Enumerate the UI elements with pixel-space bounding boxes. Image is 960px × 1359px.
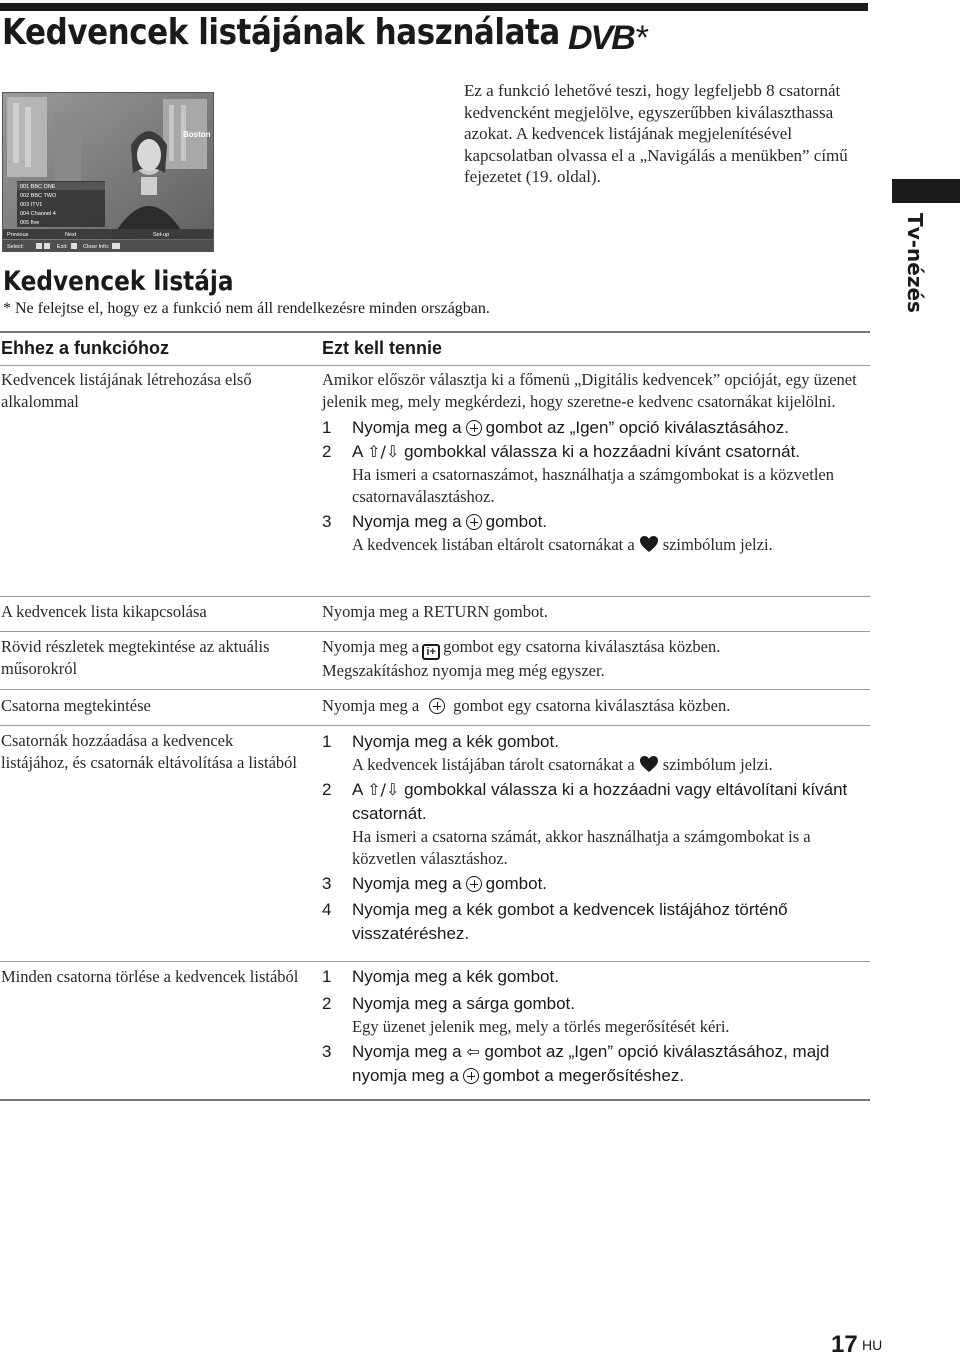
step-text: Nyomja meg a xyxy=(352,418,462,437)
row-4-instructions xyxy=(322,695,870,717)
step-number: 1 xyxy=(322,967,332,986)
footnote: * Ne felejtse el, hogy ez a funkció nem áll rendelkezésre minden országban. xyxy=(3,300,490,317)
screen-city-label: Boston xyxy=(183,130,211,139)
row-5-step-2 xyxy=(322,778,870,826)
row-6-step-1 xyxy=(322,965,870,989)
step-number: 2 xyxy=(322,442,332,461)
row-1-step-3 xyxy=(322,510,870,534)
instruction-text: gombot egy csatorna kiválasztása közben. xyxy=(453,696,731,715)
row-5-function: Csatornák hozzáadása a kedvencek listájához, és csatornák eltávolítása a listából xyxy=(1,731,297,772)
row-2-instructions: Nyomja meg a RETURN gombot. xyxy=(322,602,548,621)
side-label xyxy=(902,213,928,313)
step-number: 4 xyxy=(322,900,332,919)
dvb-logo xyxy=(568,19,649,58)
top-rule xyxy=(0,3,868,11)
step-text: gombot. xyxy=(485,512,548,531)
heart-icon xyxy=(639,535,659,553)
step-text: Nyomja meg a kék gombot. xyxy=(352,732,559,751)
row-rule xyxy=(0,596,870,597)
row-5-step-1-note xyxy=(322,754,870,776)
step-text: gombokkal válassza ki a hozzáadni vagy eltávolítani kívánt csatornát. xyxy=(352,780,848,823)
note-text: A kedvencek listájában tárolt csatornákat a xyxy=(352,755,635,774)
row-1-step-2-note: Ha ismeri a csatornaszámot, használhatja a számgombokat is a közvetlen csatornaválasztáshoz. xyxy=(352,465,834,506)
row-6-step-2 xyxy=(322,992,870,1016)
step-number: 2 xyxy=(322,994,332,1013)
step-number: 3 xyxy=(322,874,332,893)
row-5-step-4 xyxy=(322,898,870,946)
screen-channel-item: 003 ITV1 xyxy=(20,202,43,208)
row-1-function: Kedvencek listájának létrehozása első alkalommal xyxy=(1,370,252,411)
step-text: Nyomja meg a xyxy=(352,874,462,893)
row-6-instructions xyxy=(322,965,870,1088)
enter-button-icon xyxy=(466,420,482,436)
screen-close-legend: Close Info: xyxy=(83,244,110,250)
row-1-step-1 xyxy=(322,416,870,440)
step-text: gombot az „Igen” opció kiválasztásához. xyxy=(485,418,789,437)
step-text: A xyxy=(352,442,363,461)
column-header-left: Ehhez a funkcióhoz xyxy=(1,338,170,358)
row-6-step-2-note: Egy üzenet jelenik meg, mely a törlés megerősítését kéri. xyxy=(352,1017,730,1036)
row-5-step-2-note: Ha ismeri a csatorna számát, akkor használhatja a számgombokat is a közvetlen választáshoz. xyxy=(352,827,811,868)
row-6-step-3 xyxy=(322,1040,870,1088)
step-text: Nyomja meg a xyxy=(352,512,462,531)
screen-setup-label: Set-up xyxy=(153,232,170,238)
up-down-arrows-icon: ⇧/⇩ xyxy=(367,442,400,461)
page-number: 17 xyxy=(831,1331,858,1358)
step-text: gombot. xyxy=(485,874,548,893)
row-5-step-1 xyxy=(322,730,870,754)
table-bottom-rule xyxy=(0,1099,870,1101)
instruction-text: Megszakításhoz nyomja meg még egyszer. xyxy=(322,661,605,680)
table-top-rule xyxy=(0,331,870,333)
row-rule xyxy=(0,725,870,726)
row-rule xyxy=(0,631,870,632)
column-header-right: Ezt kell tennie xyxy=(322,338,443,358)
screen-exit-legend: Exit: xyxy=(57,244,68,250)
tv-screen-picture xyxy=(3,93,214,252)
note-text: szimbólum jelzi. xyxy=(662,535,773,554)
up-down-arrows-icon: ⇧/⇩ xyxy=(367,780,400,799)
tv-screen-illustration xyxy=(2,92,214,252)
step-text: Nyomja meg a kék gombot a kedvencek listájához történő visszatéréshez. xyxy=(352,900,788,943)
step-text: A xyxy=(352,780,363,799)
intro-paragraph: Ez a funkció lehetővé teszi, hogy legfeljebb 8 csatornát kedvencként megjelölve, egyszerűbben kiválaszthassa azokat. A kedvencek listájának megjelenítésével kapcsolatban olvassa el a „Navigálás a menükben” című fejezetet (19. oldal). xyxy=(464,81,848,186)
side-label-text: Tv-nézés xyxy=(903,213,927,313)
step-text: Nyomja meg a sárga gombot. xyxy=(352,994,575,1013)
note-text: szimbólum jelzi. xyxy=(662,755,773,774)
instruction-text: gombot egy csatorna kiválasztása közben. xyxy=(443,637,721,656)
step-text: gombokkal válassza ki a hozzáadni kívánt csatornát. xyxy=(404,442,801,461)
enter-button-icon xyxy=(463,1068,479,1084)
page-title: Kedvencek listájának használata xyxy=(2,12,560,53)
row-5-instructions xyxy=(322,730,870,946)
info-button-icon: i+ xyxy=(422,644,440,660)
step-number: 1 xyxy=(322,732,332,751)
title-asterisk: * xyxy=(635,19,650,57)
step-number: 3 xyxy=(322,1042,332,1061)
step-text: gombot az „Igen” opció kiválasztásához, majd nyomja meg a xyxy=(352,1042,830,1085)
side-tab-marker xyxy=(892,179,960,203)
screen-channel-item: 005 five xyxy=(20,220,40,226)
step-text: Nyomja meg a xyxy=(352,1042,462,1061)
row-1-intro: Amikor először választja ki a főmenü „Digitális kedvencek” opcióját, egy üzenet jelenik meg, mely megkérdezi, hogy szeretne-e kedvenc csatornákat kijelölni. xyxy=(322,370,857,411)
screen-channel-item: 004 Channel 4 xyxy=(20,211,56,217)
page-language-code: HU xyxy=(862,1337,883,1353)
enter-button-icon xyxy=(466,876,482,892)
section-title: Kedvencek listája xyxy=(3,266,234,297)
note-text: A kedvencek listában eltárolt csatornákat a xyxy=(352,535,635,554)
row-1-instructions xyxy=(322,369,870,556)
left-arrow-icon: ⇦ xyxy=(466,1042,480,1061)
row-3-function: Rövid részletek megtekintése az aktuális műsorokról xyxy=(1,637,270,678)
row-rule xyxy=(0,689,870,690)
row-4-function: Csatorna megtekintése xyxy=(1,696,151,715)
screen-next-label: Next xyxy=(65,232,77,238)
row-1-step-3-note xyxy=(322,534,870,556)
enter-button-icon xyxy=(429,698,445,714)
enter-button-icon xyxy=(466,514,482,530)
step-number: 2 xyxy=(322,780,332,799)
row-5-step-3 xyxy=(322,872,870,896)
step-number: 3 xyxy=(322,512,332,531)
screen-channel-item: 001 BBC ONE xyxy=(20,184,56,190)
row-1-step-2 xyxy=(322,440,870,464)
header-rule xyxy=(0,365,870,366)
row-6-function: Minden csatorna törlése a kedvencek listából xyxy=(1,967,299,986)
heart-icon xyxy=(639,755,659,773)
screen-select-legend: Select: xyxy=(7,244,24,250)
screen-previous-label: Previous xyxy=(7,232,29,238)
dvb-logo-text: DVB xyxy=(568,19,634,57)
row-2-function: A kedvencek lista kikapcsolása xyxy=(1,602,207,621)
step-text: gombot a megerősítéshez. xyxy=(482,1066,685,1085)
instruction-text: Nyomja meg a xyxy=(322,637,420,656)
step-text: Nyomja meg a kék gombot. xyxy=(352,967,559,986)
instruction-text: Nyomja meg a xyxy=(322,696,420,715)
step-number: 1 xyxy=(322,418,332,437)
row-3-instructions xyxy=(322,636,870,682)
screen-channel-item: 002 BBC TWO xyxy=(20,193,57,199)
row-rule xyxy=(0,961,870,962)
